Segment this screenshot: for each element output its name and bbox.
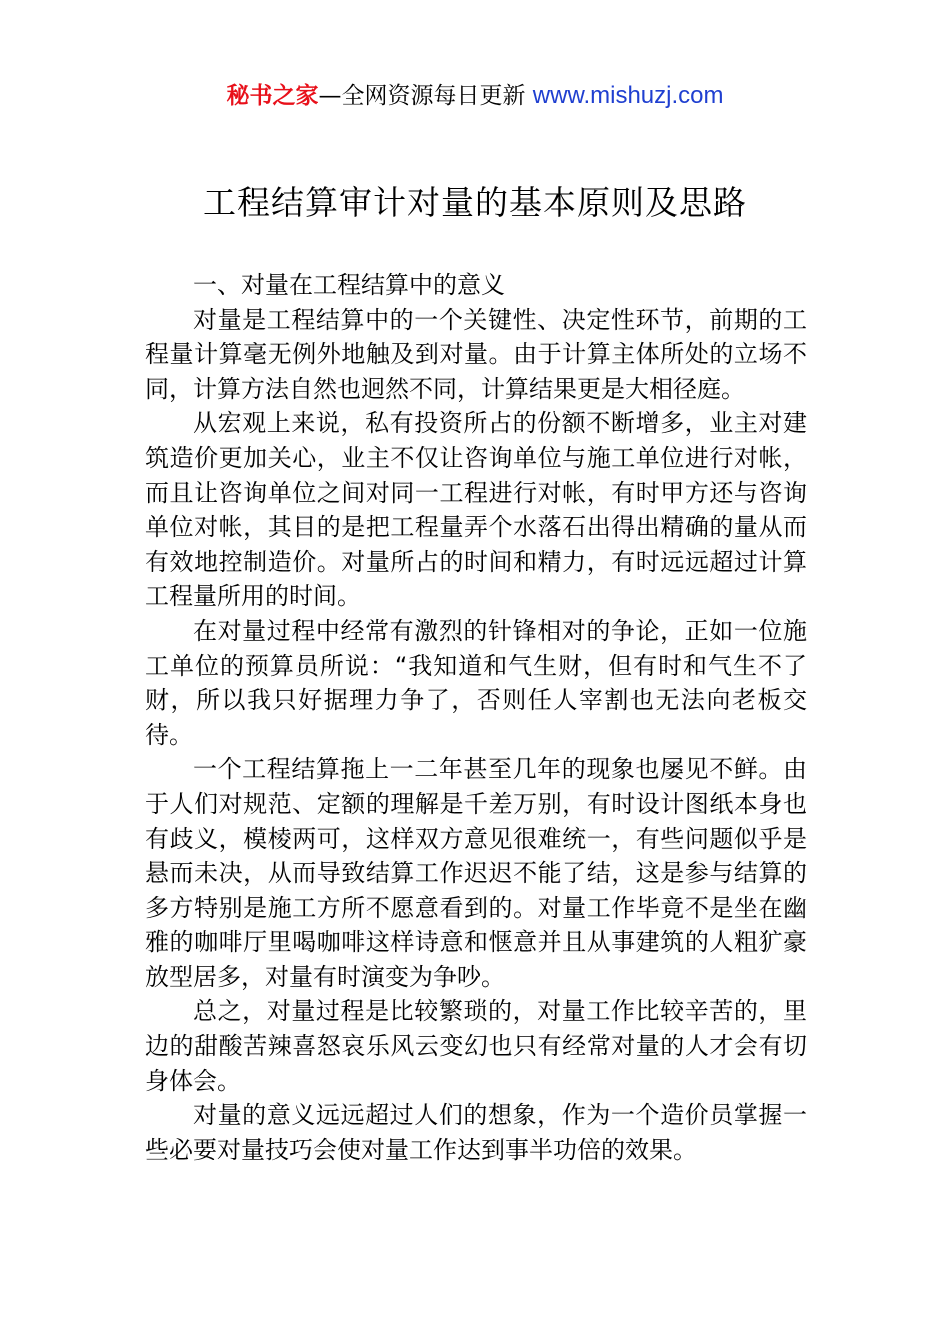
- body-paragraph: 对量的意义远远超过人们的想象，作为一个造价员掌握一些必要对量技巧会使对量工作达到事半功倍的效果。: [145, 1101, 807, 1164]
- document-body: [145, 268, 807, 1167]
- body-paragraph: 对量是工程结算中的一个关键性、决定性环节，前期的工程量计算毫无例外地触及到对量。由于计算主体所处的立场不同，计算方法自然也迥然不同，计算结果更是大相径庭。: [145, 305, 807, 403]
- site-url-link[interactable]: www.mishuzj.com: [532, 82, 724, 109]
- site-tagline: —全网资源每日更新: [318, 83, 526, 109]
- document-title: 工程结算审计对量的基本原则及思路: [203, 183, 747, 222]
- section-heading: 一、对量在工程结算中的意义: [193, 271, 505, 299]
- site-header: [0, 78, 950, 114]
- site-brand: 秘书之家: [226, 83, 319, 109]
- body-paragraph: 从宏观上来说，私有投资所占的份额不断增多，业主对建筑造价更加关心，业主不仅让咨询单位与施工单位进行对帐，而且让咨询单位之间对同一工程进行对帐，有时甲方还与咨询单位对帐，其目的是把工程量弄个水落石出得出精确的量从而有效地控制造价。对量所占的时间和精力，有时远远超过计算工程量所用的时间。: [145, 409, 807, 611]
- body-paragraph: 在对量过程中经常有激烈的针锋相对的争论，正如一位施工单位的预算员所说：“我知道和气生财，但有时和气生不了财，所以我只好据理力争了，否则任人宰割也无法向老板交待。: [145, 616, 807, 749]
- body-paragraph: 一个工程结算拖上一二年甚至几年的现象也屡见不鲜。由于人们对规范、定额的理解是千差万别，有时设计图纸本身也有歧义，模棱两可，这样双方意见很难统一，有些问题似乎是悬而未决，从而导致结算工作迟迟不能了结，这是参与结算的多方特别是施工方所不愿意看到的。对量工作毕竟不是坐在幽雅的咖啡厅里喝咖啡这样诗意和惬意并且从事建筑的人粗犷豪放型居多，对量有时演变为争吵。: [145, 755, 807, 991]
- body-paragraph: 总之，对量过程是比较繁琐的，对量工作比较辛苦的，里边的甜酸苦辣喜怒哀乐风云变幻也只有经常对量的人才会有切身体会。: [145, 997, 807, 1095]
